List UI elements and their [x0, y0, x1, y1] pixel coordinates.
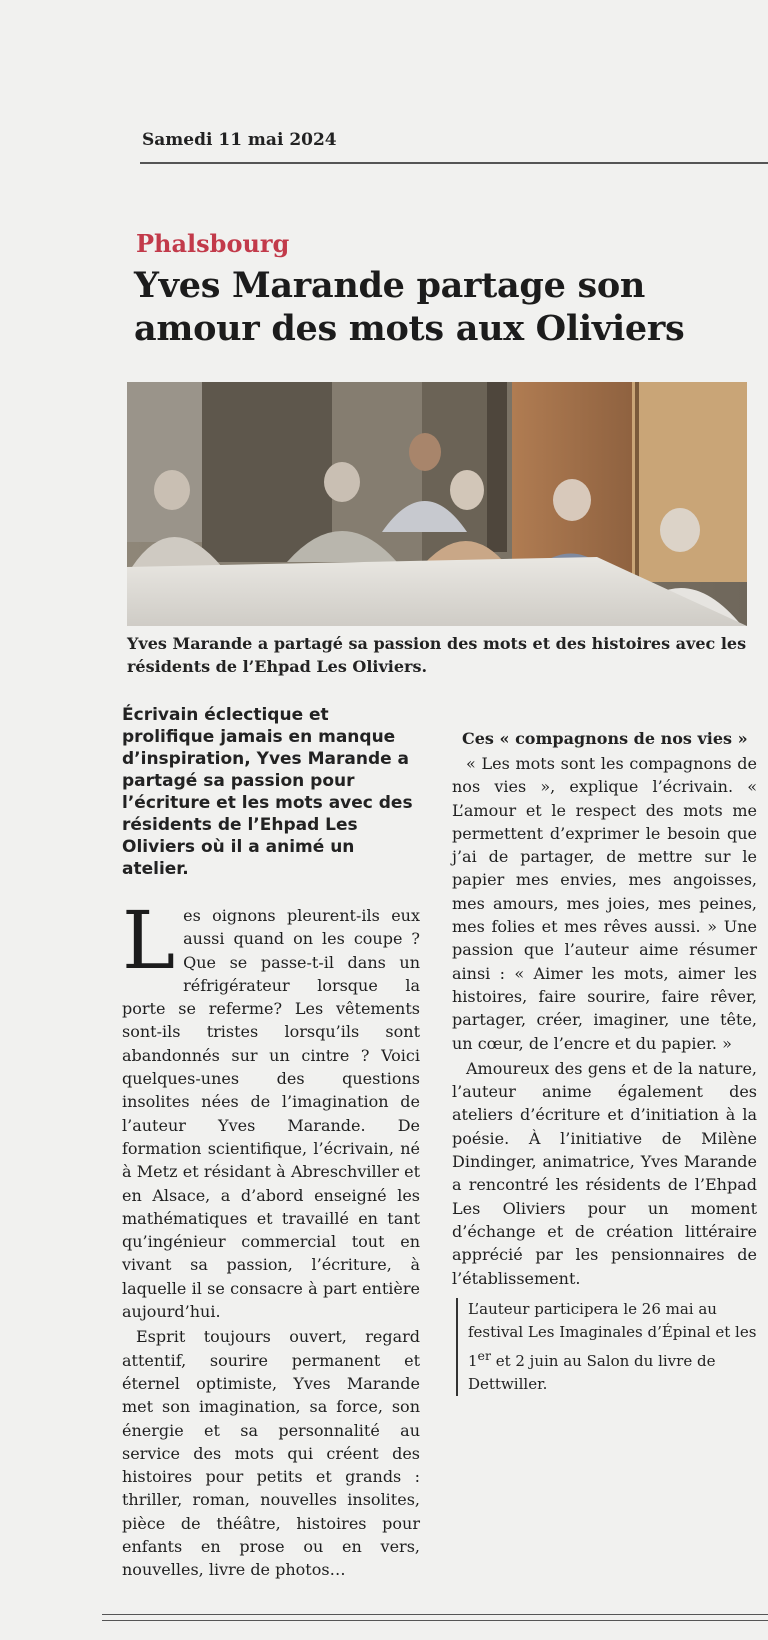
body-paragraph-3: « Les mots sont les compagnons de nos vies », explique l’écrivain. « L’amour et le respect des mots me permettent d’exprimer le besoin que j’ai de partager, de mettre sur le papier mes envies, mes angoisses, mes amours, mes joies, mes peines, mes folies et mes rêves aussi. » Une passion que l’auteur aime résumer ainsi : « Aimer les mots, aimer les histoires, faire sourire, faire rêver, partager, créer, imaginer, une tête, un cœur, de l’encre et du papier. »	[452, 754, 757, 1053]
article-headline: Yves Marande partage son amour des mots aux Oliviers	[134, 265, 685, 349]
article-subhead: Ces « compagnons de nos vies »	[462, 729, 748, 748]
issue-date: Samedi 11 mai 2024	[142, 130, 337, 150]
footer-rule-bottom	[102, 1620, 768, 1621]
body-paragraph-1-text: es oignons pleurent-ils eux aussi quand on les coupe ? Que se passe-t-il dans un réfrigérateur lorsque la porte se referme? Les vêtements sont-ils tristes lorsqu’ils sont abandonnés sur un cintre ? Voici quelques-unes des questions insolites nées de l’imagination de l’auteur Yves Marande. De formation scientifique, l’écrivain, né à Metz et résidant à Abreschviller et en Alsace, a d’abord enseigné les mathématiques et travaillé en tant qu’ingénieur commercial tout en vivant sa passion, l’écriture, à laquelle il se consacre à part entière aujourd’hui.	[122, 906, 420, 1322]
article-photo	[127, 382, 747, 626]
drop-cap: L	[122, 894, 176, 987]
body-paragraph-2: Esprit toujours ouvert, regard attentif, sourire permanent et éternel optimiste, Yves Marande met son imagination, sa force, son énergie et sa personnalité au service des mots qui créent des histoires pour petits et grands : thriller, roman, nouvelles insolites, pièce de théâtre, histoires pour enfants en prose ou en vers, nouvelles, livre de photos…	[122, 1327, 420, 1580]
footer-rule-top	[102, 1614, 768, 1615]
event-note	[456, 1298, 757, 1396]
article-kicker: Phalsbourg	[136, 229, 290, 258]
event-note-text-b: et 2 juin au Salon du livre de Dettwiller.	[468, 1351, 716, 1393]
column-right	[452, 704, 757, 1396]
article-lead: Écrivain éclectique et prolifique jamais en manque d’inspiration, Yves Marande a partagé sa passion pour l’écriture et les mots avec des résidents de l’Ehpad Les Oliviers où il a animé un atelier.	[122, 705, 413, 879]
column-left	[122, 704, 420, 1582]
body-paragraph-1	[122, 894, 420, 1323]
event-note-text-a: L’auteur participera le 26 mai au festival Les Imaginales d’Épinal et les 1	[468, 1299, 757, 1370]
photo-caption: Yves Marande a partagé sa passion des mots et des histoires avec les résidents de l’Ehpad Les Oliviers.	[127, 634, 747, 676]
event-note-sup: er	[477, 1347, 491, 1363]
header-rule	[140, 162, 768, 164]
body-paragraph-4: Amoureux des gens et de la nature, l’auteur anime également des ateliers d’écriture et d’initiation à la poésie. À l’initiative de Milène Dindinger, animatrice, Yves Marande a rencontré les résidents de l’Ehpad Les Oliviers pour un moment d’échange et de création littéraire apprécié par les pensionnaires de l’établissement.	[452, 1058, 757, 1288]
